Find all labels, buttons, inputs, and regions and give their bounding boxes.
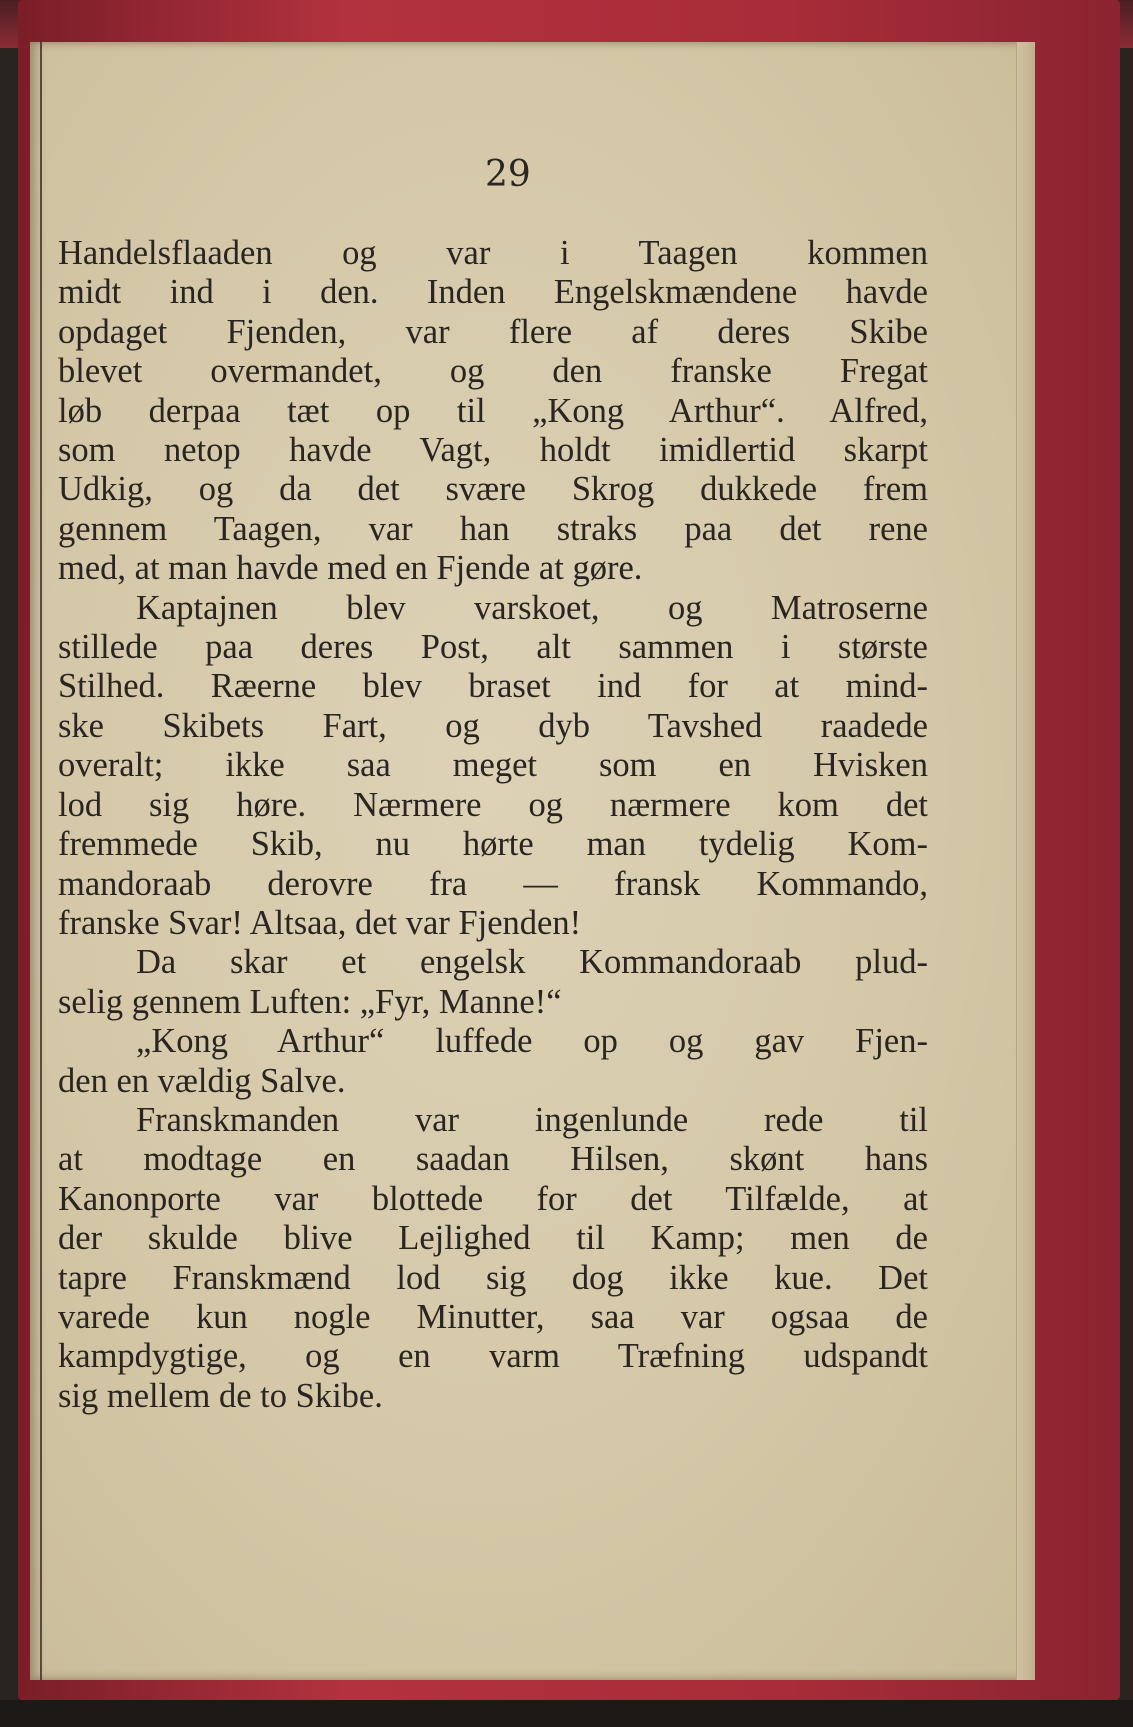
text-line: tapre Franskmænd lod sig dog ikke kue. Det (58, 1258, 928, 1297)
text-line: selig gennem Luften: „Fyr, Manne!“ (58, 982, 562, 1021)
gutter-line (40, 42, 42, 1680)
text-line: Udkig, og da det svære Skrog dukkede frem (58, 470, 928, 509)
text-line: at modtage en saadan Hilsen, skønt hans (58, 1140, 928, 1179)
page-edge (1016, 42, 1035, 1680)
text-line: Handelsflaaden og var i Taagen kommen (58, 234, 928, 272)
text-line: blevet overmandet, og den franske Fregat (58, 352, 928, 391)
body-text (58, 234, 928, 1416)
text-line: ske Skibets Fart, og dyb Tavshed raadede (58, 706, 928, 745)
text-line: fremmede Skib, nu hørte man tydelig Kom- (58, 825, 928, 864)
text-line: kampdygtige, og en varm Træfning udspandt (58, 1337, 928, 1376)
text-line: den en vældig Salve. (58, 1061, 346, 1100)
text-line: Stilhed. Ræerne blev braset ind for at mind- (58, 667, 928, 706)
text-line: løb derpaa tæt op til „Kong Arthur“. Alfred, (58, 391, 928, 430)
text-line: franske Svar! Altsaa, det var Fjenden! (58, 903, 582, 942)
text-line: lod sig høre. Nærmere og nærmere kom det (58, 785, 928, 824)
text-line: der skulde blive Lejlighed til Kamp; men de (58, 1219, 928, 1258)
text-line: varede kun nogle Minutter, saa var ogsaa de (58, 1297, 928, 1336)
book-page (30, 42, 1035, 1680)
text-line: midt ind i den. Inden Engelskmændene havde (58, 273, 928, 312)
bottom-strip (0, 1700, 1133, 1727)
text-line: med, at man havde med en Fjende at gøre. (58, 549, 643, 588)
text-line: sig mellem de to Skibe. (58, 1376, 383, 1415)
text-line: Kanonporte var blottede for det Tilfælde, at (58, 1179, 928, 1218)
text-line: overalt; ikke saa meget som en Hvisken (58, 746, 928, 785)
text-line: „Kong Arthur“ luffede op og gav Fjen- (136, 1022, 928, 1061)
text-line: stillede paa deres Post, alt sammen i største (58, 628, 928, 667)
page-number: 29 (485, 154, 531, 195)
text-line: mandoraab derovre fra — fransk Kommando, (58, 864, 928, 903)
text-line: Franskmanden var ingenlunde rede til (136, 1100, 928, 1139)
text-line: Da skar et engelsk Kommandoraab plud- (136, 943, 928, 982)
text-line: som netop havde Vagt, holdt imidlertid skarpt (58, 431, 928, 470)
text-line: gennem Taagen, var han straks paa det rene (58, 509, 928, 548)
text-line: opdaget Fjenden, var flere af deres Skibe (58, 312, 928, 351)
text-line: Kaptajnen blev varskoet, og Matroserne (136, 588, 928, 627)
